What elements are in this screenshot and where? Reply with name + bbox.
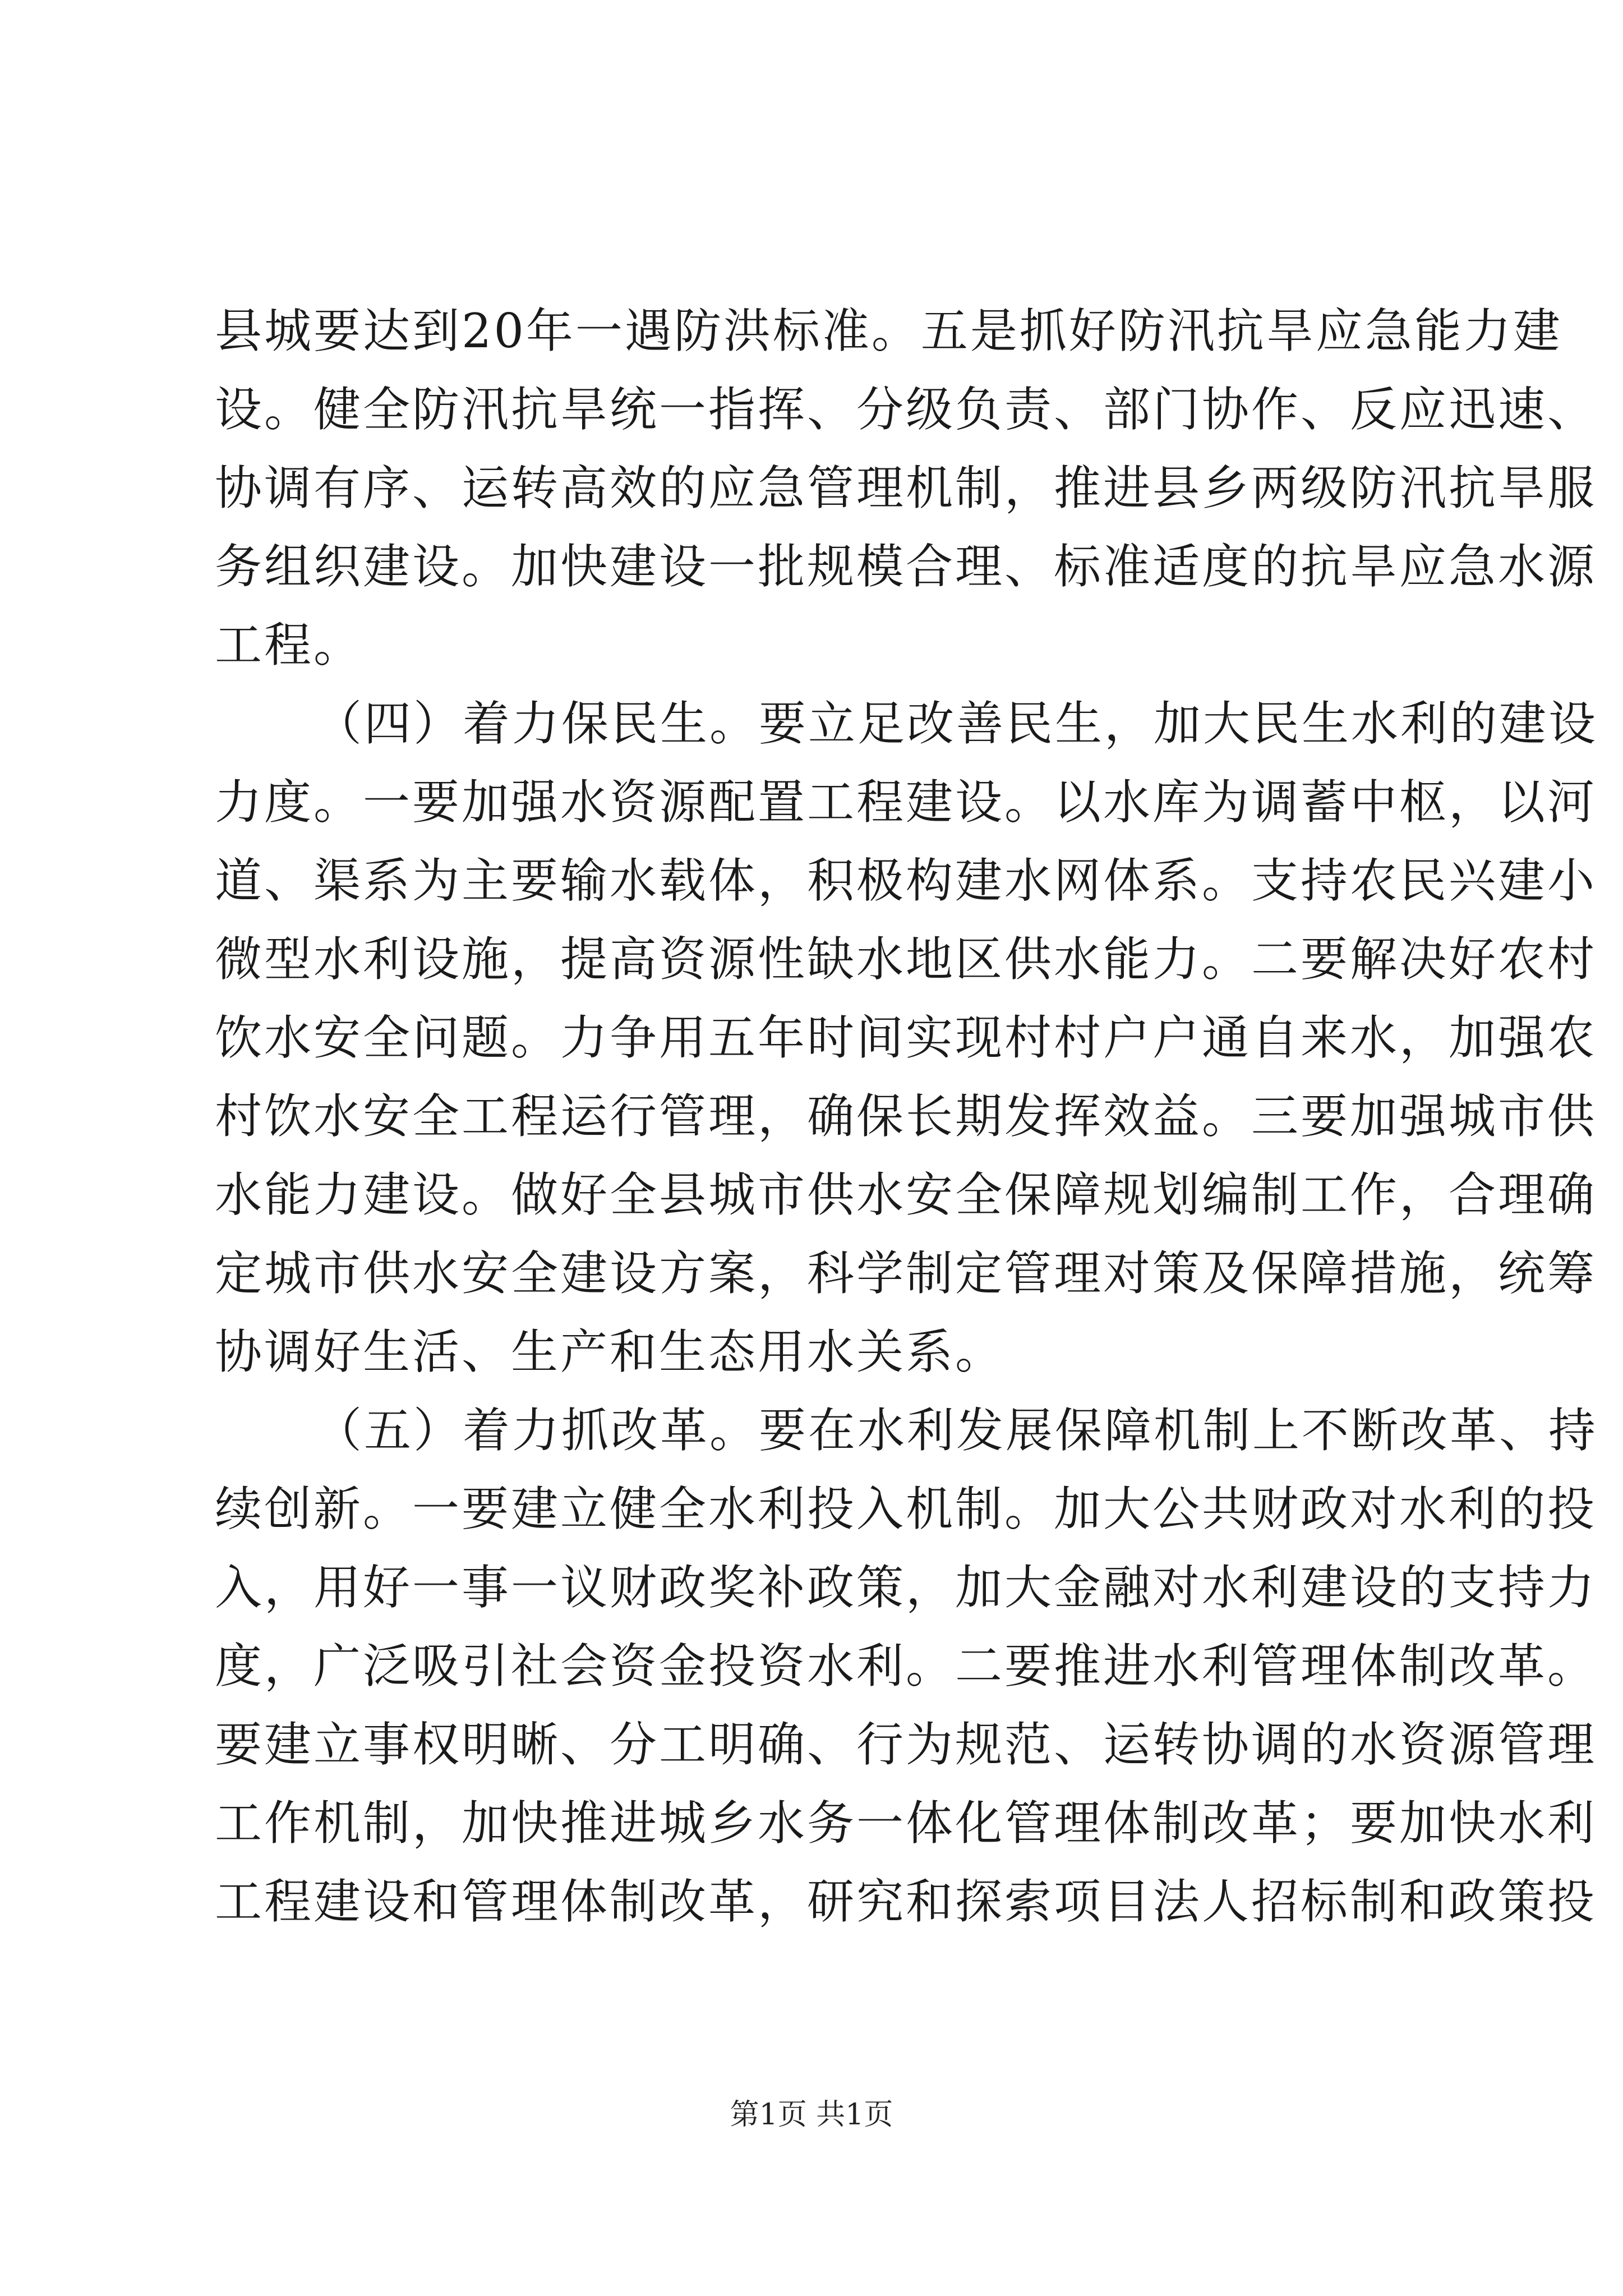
text-line: 定城市供水安全建设方案，科学制定管理对策及保障措施，统筹 bbox=[215, 1246, 1597, 1301]
text-line: 务组织建设。加快建设一批规模合理、标准适度的抗旱应急水源 bbox=[215, 539, 1597, 594]
text-line: 道、渠系为主要输水载体，积极构建水网体系。支持农民兴建小 bbox=[215, 853, 1597, 908]
text-line: 设。健全防汛抗旱统一指挥、分级负责、部门协作、反应迅速、 bbox=[215, 382, 1597, 437]
text-line: 度，广泛吸引社会资金投资水利。二要推进水利管理体制改革。 bbox=[215, 1639, 1597, 1694]
text-line: 工程。 bbox=[215, 618, 363, 673]
paragraph-start-line: （四）着力保民生。要立足改善民生，加大民生水利的建设 bbox=[315, 696, 1598, 751]
text-line: 续创新。一要建立健全水利投入机制。加大公共财政对水利的投 bbox=[215, 1481, 1597, 1536]
text-line: 工作机制，加快推进城乡水务一体化管理体制改革；要加快水利 bbox=[215, 1796, 1597, 1851]
text-line: 水能力建设。做好全县城市供水安全保障规划编制工作，合理确 bbox=[215, 1167, 1597, 1222]
text-line: 入，用好一事一议财政奖补政策，加大金融对水利建设的支持力 bbox=[215, 1560, 1597, 1615]
text-line: 微型水利设施，提高资源性缺水地区供水能力。二要解决好农村 bbox=[215, 932, 1597, 987]
text-line: 县城要达到20年一遇防洪标准。五是抓好防汛抗旱应急能力建 bbox=[215, 303, 1562, 358]
text-line: 协调好生活、生产和生态用水关系。 bbox=[215, 1324, 1005, 1379]
text-line: 要建立事权明晰、分工明确、行为规范、运转协调的水资源管理 bbox=[215, 1717, 1597, 1772]
page-footer: 第1页 共1页 bbox=[730, 2098, 893, 2132]
paragraph-start-line: （五）着力抓改革。要在水利发展保障机制上不断改革、持 bbox=[315, 1403, 1598, 1458]
text-line: 力度。一要加强水资源配置工程建设。以水库为调蓄中枢，以河 bbox=[215, 775, 1597, 830]
text-line: 工程建设和管理体制改革，研究和探索项目法人招标制和政策投 bbox=[215, 1874, 1597, 1929]
text-line: 村饮水安全工程运行管理，确保长期发挥效益。三要加强城市供 bbox=[215, 1089, 1597, 1144]
text-line: 协调有序、运转高效的应急管理机制，推进县乡两级防汛抗旱服 bbox=[215, 461, 1597, 516]
text-line: 饮水安全问题。力争用五年时间实现村村户户通自来水，加强农 bbox=[215, 1010, 1597, 1065]
